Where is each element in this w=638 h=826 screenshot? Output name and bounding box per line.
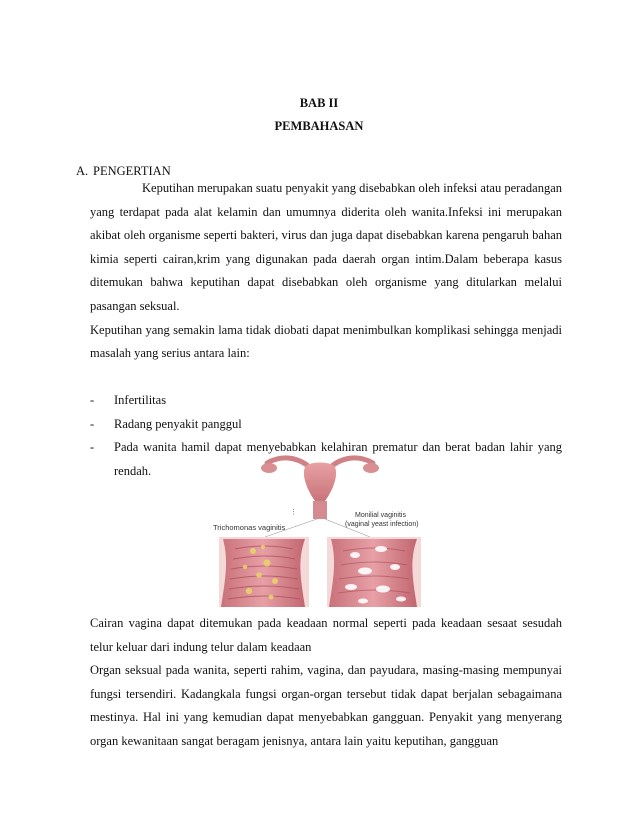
chapter-title: PEMBAHASAN: [274, 119, 364, 133]
section-number: A.: [76, 164, 89, 178]
label-trichomonas: Trichomonas vaginitis: [213, 523, 286, 532]
list-marker: -: [90, 416, 95, 431]
label-yeast: (vaginal yeast infection): [345, 521, 419, 528]
list-marker: -: [90, 393, 95, 407]
vaginitis-illustration: [205, 451, 435, 611]
paragraph-1: Keputihan merupakan suatu penyakit yang disebabkan oleh infeksi atau peradangan yang terdapat pada alat kelamin dan umumnya diderita oleh wanita.Infeksi ini merupakan akibat oleh organisme seperti bakteri, virus dan juga dapat disebabkan karena pengaruh bahan kimia seperti cairan,krim yang digunakan pada daerah organ intim.Dalam beberapa kasus ditemukan bahwa keputihan dapat disebabkan oleh organisme yang ditularkan melalui pasangan seksual.: [90, 181, 562, 313]
chapter-label: BAB II: [299, 96, 339, 110]
paragraph-3: Cairan vagina dapat ditemukan pada keadaan normal seperti pada keadaan sesaat sesudah telur keluar dari indung telur dalam keadaan: [90, 616, 562, 654]
paragraph-discharge: [90, 612, 562, 754]
paragraph-2: Keputihan yang semakin lama tidak diobati dapat menimbulkan komplikasi sehingga menjadi masalah yang serius antara lain:: [90, 322, 562, 361]
label-monilial: Monilial vaginitis: [355, 512, 406, 519]
svg-text:⋮: ⋮: [290, 509, 297, 516]
list-item: - Infertilitas: [90, 389, 562, 413]
section-title: PENGERTIAN: [93, 164, 171, 178]
list-item: - Radang penyakit panggul: [90, 413, 562, 437]
list-marker: -: [90, 440, 95, 455]
paragraph-definition: [90, 177, 562, 366]
paragraph-4: Organ seksual pada wanita, seperti rahim, vagina, dan payudara, masing-masing mempunyai fungsi tersendiri. Kadangkala fungsi organ-organ tersebut tidak dapat berjalan sebagaimana mestinya. Hal ini yang kemudian dapat menyebabkan gangguan. Penyakit yang menyerang organ kewanitaan sangat beragam jenisnya, antara lain yaitu keputihan, gangguan: [90, 663, 562, 748]
list-item: - Pada wanita hamil dapat menyebabkan kelahiran prematur dan berat badan lahir yang rendah.: [90, 436, 562, 483]
